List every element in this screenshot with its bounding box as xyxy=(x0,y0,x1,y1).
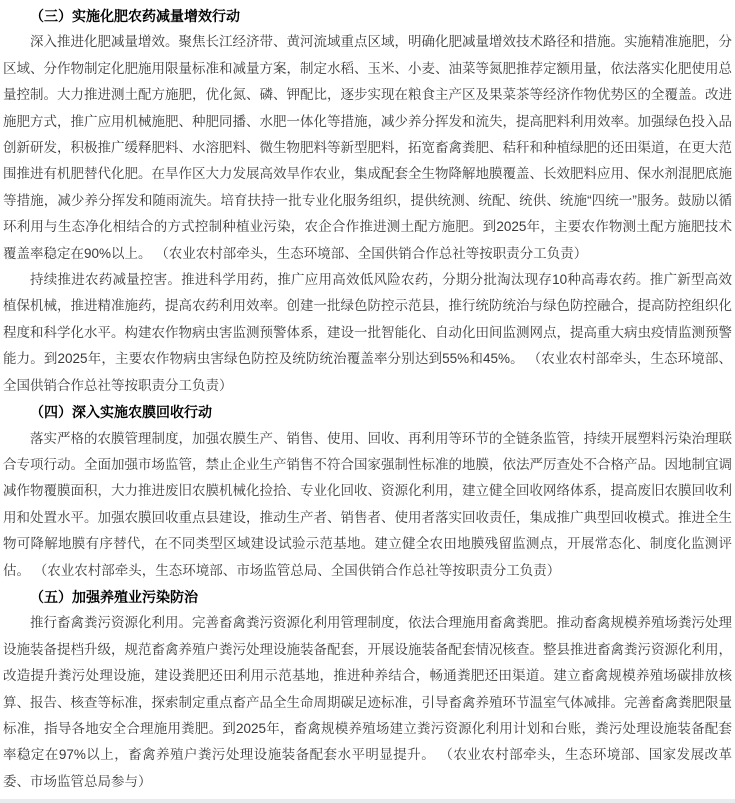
section-heading-5: （五）加强养殖业污染防治 xyxy=(30,588,198,605)
paragraph-farm-film-recycling: 落实严格的农膜管理制度，加强农膜生产、销售、使用、回收、再利用等环节的全链条监管，持续开展塑料污染治理联合专项行动。全面加强市场监管，禁止企业生产销售不符合国家强制性标准的地膜，依法严厉查处不合格产品。因地制宜调减作物覆膜面积，大力推进废旧农膜机械化捡拾、专业化回收、资源化利用，建立健全回收网络体系，提高废旧农膜回收利用和处置水平。加强农膜回收重点县建设，推动生产者、销售者、使用者落实回收责任，集成推广典型回收模式。推进全生物可降解地膜有序替代，在不同类型区域建设试验示范基地。建立健全农田地膜残留监测点，开展常态化、制度化监测评估。 （农业农村部牵头，生态环境部、市场监管总局、全国供销合作总社等按职责分工负责） xyxy=(3,430,732,578)
bottom-divider xyxy=(0,799,735,803)
section-heading-4: （四）深入实施农膜回收行动 xyxy=(30,404,212,421)
paragraph-pesticide-reduction: 持续推进农药减量控害。推进科学用药，推广应用高效低风险农药，分期分批淘汰现存10种高毒农药。推广新型高效植保机械，推进精准施药，提高农药利用效率。创建一批绿色防控示范县，推行统防统治与绿色防控融合，提高防控组织化程度和科学化水平。构建农作物病虫害监测预警体系，建设一批智能化、自动化田间监测网点，提高重大病虫疫情监测预警能力。到2025年，主要农作物病虫害绿色防控及统防统治覆盖率分别达到55%和45%。 （农业农村部牵头，生态环境部、全国供销合作总社等按职责分工负责） xyxy=(3,272,732,393)
section-heading-3: （三）实施化肥农药减量增效行动 xyxy=(30,8,240,24)
paragraph-fertilizer-reduction: 深入推进化肥减量增效。聚焦长江经济带、黄河流域重点区域，明确化肥减量增效技术路径和措施。实施精准施肥，分区域、分作物制定化肥施用限量标准和减量方案，制定水稻、玉米、小麦、油菜等氮肥推荐定额用量，依法落实化肥使用总量控制。大力推进测土配方施肥，优化氮、磷、钾配比，逐步实现在粮食主产区及果菜茶等经济作物优势区的全覆盖。改进施肥方式，推广应用机械施肥、种肥同播、水肥一体化等措施，减少养分挥发和流失，提高肥料利用效率。加强绿色投入品创新研发，积极推广缓释肥料、水溶肥料、微生物肥料等新型肥料，拓宽畜禽粪肥、秸秆和种植绿肥的还田渠道，在更大范围推进有机肥替代化肥。在旱作区大力发展高效旱作农业，集成配套全生物降解地膜覆盖、长效肥料应用、保水剂混肥底施等措施，减少养分挥发和随雨流失。培育扶持一批专业化服务组织，提供统测、统配、统供、统施“四统一”服务。鼓励以循环利用与生态净化相结合的方式控制种植业污染，农企合作推进测土配方施肥。到2025年，主要农作物测土配方施肥技术覆盖率稳定在90%以上。 （农业农村部牵头，生态环境部、全国供销合作总社等按职责分工负责） xyxy=(3,34,732,261)
paragraph-livestock-pollution: 推行畜禽粪污资源化利用。完善畜禽粪污资源化利用管理制度，依法合理施用畜禽粪肥。推动畜禽规模养殖场粪污处理设施装备提档升级，规范畜禽养殖户粪污处理设施装备配套，开展设施装备配套情况核查。整县推进畜禽粪污资源化利用，改造提升粪污处理设施，建设粪肥还田利用示范基地，推进种养结合，畅通粪肥还田渠道。建立畜禽规模养殖场碳排放核算、报告、核查等标准，探索制定重点畜产品全生命周期碳足迹标准，引导畜禽养殖环节温室气体减排。完善畜禽粪肥限量标准，指导各地安全合理施用粪肥。到2025年，畜禽规模养殖场建立粪污资源化利用计划和台账，粪污处理设施装备配套率稳定在97%以上，畜禽养殖户粪污处理设施装备配套水平明显提升。 （农业农村部牵头，生态环境部、国家发展改革委、市场监管总局参与） xyxy=(3,615,732,789)
